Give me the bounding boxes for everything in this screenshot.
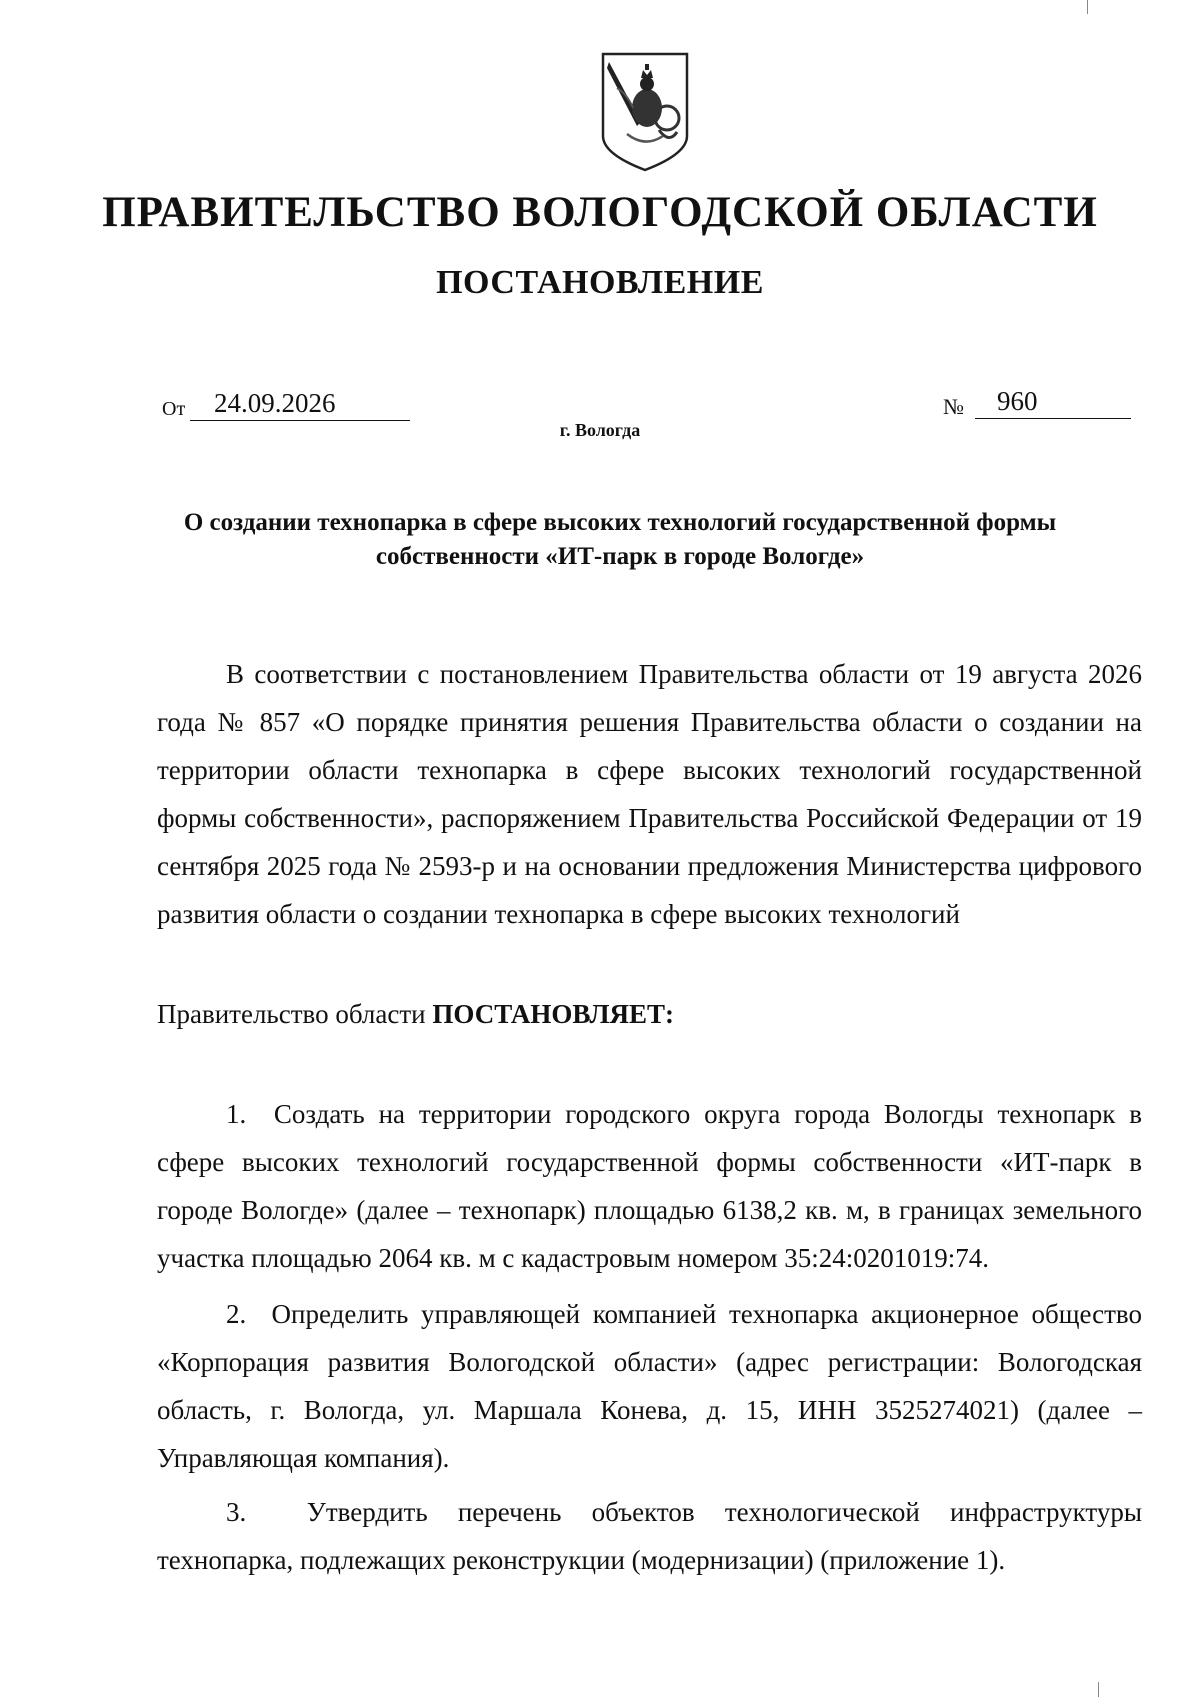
number-label: №	[943, 394, 964, 419]
document-number: 960	[975, 384, 1131, 419]
item-number: 3.	[226, 1497, 247, 1527]
item-text: Определить управляющей компанией технопарка акционерное общество «Корпорация развития Вологодской области» (адрес регистрации: Вологодская область, г. Вологда, ул. Маршала Конева, д. 15, ИНН 3525274021) (далее – Управляющая компания).	[157, 1299, 1142, 1473]
decree-prefix: Правительство области	[157, 999, 426, 1029]
city-name: г. Вологда	[559, 420, 641, 440]
item-text: Утвердить перечень объектов технологической инфраструктуры технопарка, подлежащих реконструкции (модернизации) (приложение 1).	[157, 1497, 1142, 1575]
intro-paragraph: В соответствии с постановлением Правительства области от 19 августа 2026 года № 857 «О порядке принятия решения Правительства области о создании на территории области технопарка в сфере высоких технологий государственной формы собственности», распоряжением Правительства Российской Федерации от 19 сентября 2025 года № 2593-р и на основании предложения Министерства цифрового развития области о создании технопарка в сфере высоких технологий	[157, 659, 1142, 929]
item-number: 2.	[226, 1299, 247, 1329]
item-text: Создать на территории городского округа города Вологды технопарк в сфере высоких технологий государственной формы собственности «ИТ-парк в городе Вологде» (далее – технопарк) площадью 6138,2 кв. м, в границах земельного участка площадью 2064 кв. м с кадастровым номером 35:24:0201019:74.	[157, 1099, 1142, 1273]
scan-edge-mark	[1087, 0, 1088, 14]
document-date: 24.09.2026	[190, 386, 410, 421]
scan-edge-mark	[1098, 1682, 1099, 1697]
list-item	[157, 1090, 1142, 1282]
date-label: От	[162, 398, 186, 420]
list-item	[157, 1290, 1142, 1482]
list-item	[157, 1488, 1142, 1584]
item-number: 1.	[226, 1099, 247, 1129]
document-subject: О создании технопарка в сфере высоких технологий государственной формы собственности «ИТ-парк в городе Вологде»	[183, 509, 1057, 570]
document-type: ПОСТАНОВЛЕНИЕ	[436, 264, 764, 301]
decree-word: ПОСТАНОВЛЯЕТ:	[432, 999, 674, 1029]
government-title: ПРАВИТЕЛЬСТВО ВОЛОГОДСКОЙ ОБЛАСТИ	[102, 189, 1098, 236]
decree-line	[157, 990, 1142, 1038]
vologda-coat-of-arms-icon	[597, 48, 693, 174]
